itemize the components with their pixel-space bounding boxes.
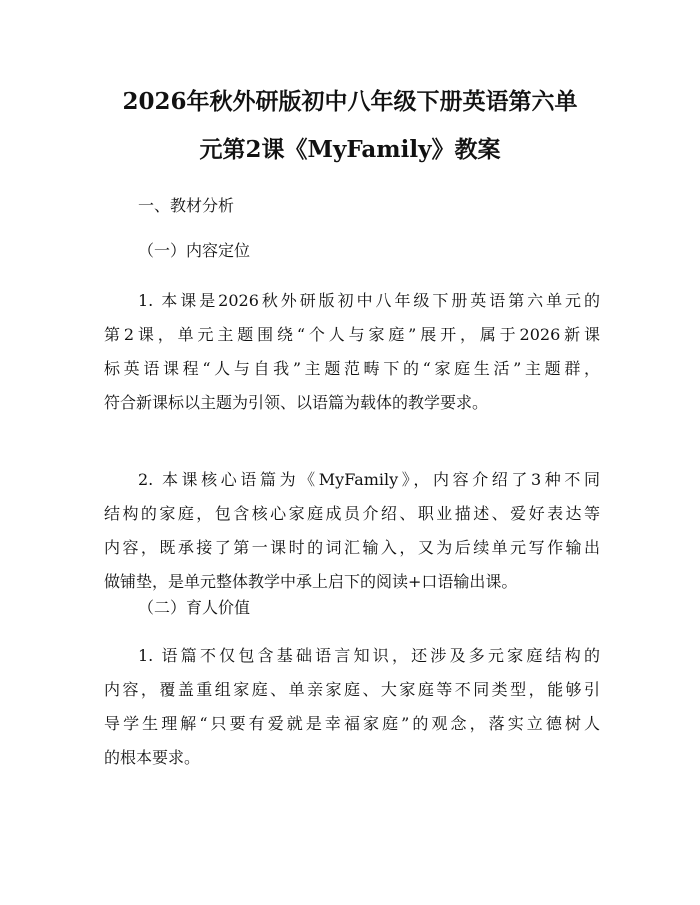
subsection-heading-content-positioning: （一）内容定位 [138,241,251,260]
paragraph-3-line-4: 的根本要求。 [104,748,201,767]
section-heading-textbook-analysis: 一、教材分析 [138,196,235,215]
paragraph-1-line-4: 符合新课标以主题为引领、以语篇为载体的教学要求。 [104,393,489,412]
paragraph-1-line-2: 第2课，单元主题围绕“个人与家庭”展开，属于2026新课 [104,325,600,344]
paragraph-2-line-1: 2. 本课核心语篇为《MyFamily》，内容介绍了3种不同 [138,470,600,489]
paragraph-3 [104,639,600,775]
paragraph-3-line-2: 内容，覆盖重组家庭、单亲家庭、大家庭等不同类型，能够引 [104,680,600,699]
paragraph-3-line-3: 导学生理解“只要有爱就是幸福家庭”的观念，落实立德树人 [104,714,600,733]
paragraph-2-line-3: 内容，既承接了第一课时的词汇输入，又为后续单元写作输出 [104,538,600,557]
paragraph-2-line-4: 做铺垫，是单元整体教学中承上启下的阅读+口语输出课。 [104,572,518,591]
subsection-heading-educational-value: （二）育人价值 [138,598,251,617]
paragraph-2-line-2: 结构的家庭，包含核心家庭成员介绍、职业描述、爱好表达等 [104,504,600,523]
document-title-line-2: 元第2课《MyFamily》教案 [199,136,501,163]
paragraph-1-line-1: 1. 本课是2026秋外研版初中八年级下册英语第六单元的 [138,291,600,310]
paragraph-2 [104,463,600,599]
paragraph-1-line-3: 标英语课程“人与自我”主题范畴下的“家庭生活”主题群， [104,359,600,378]
paragraph-3-line-1: 1. 语篇不仅包含基础语言知识，还涉及多元家庭结构的 [138,646,600,665]
document-title-line-1: 2026年秋外研版初中八年级下册英语第六单 [122,88,578,115]
paragraph-1 [104,284,600,420]
